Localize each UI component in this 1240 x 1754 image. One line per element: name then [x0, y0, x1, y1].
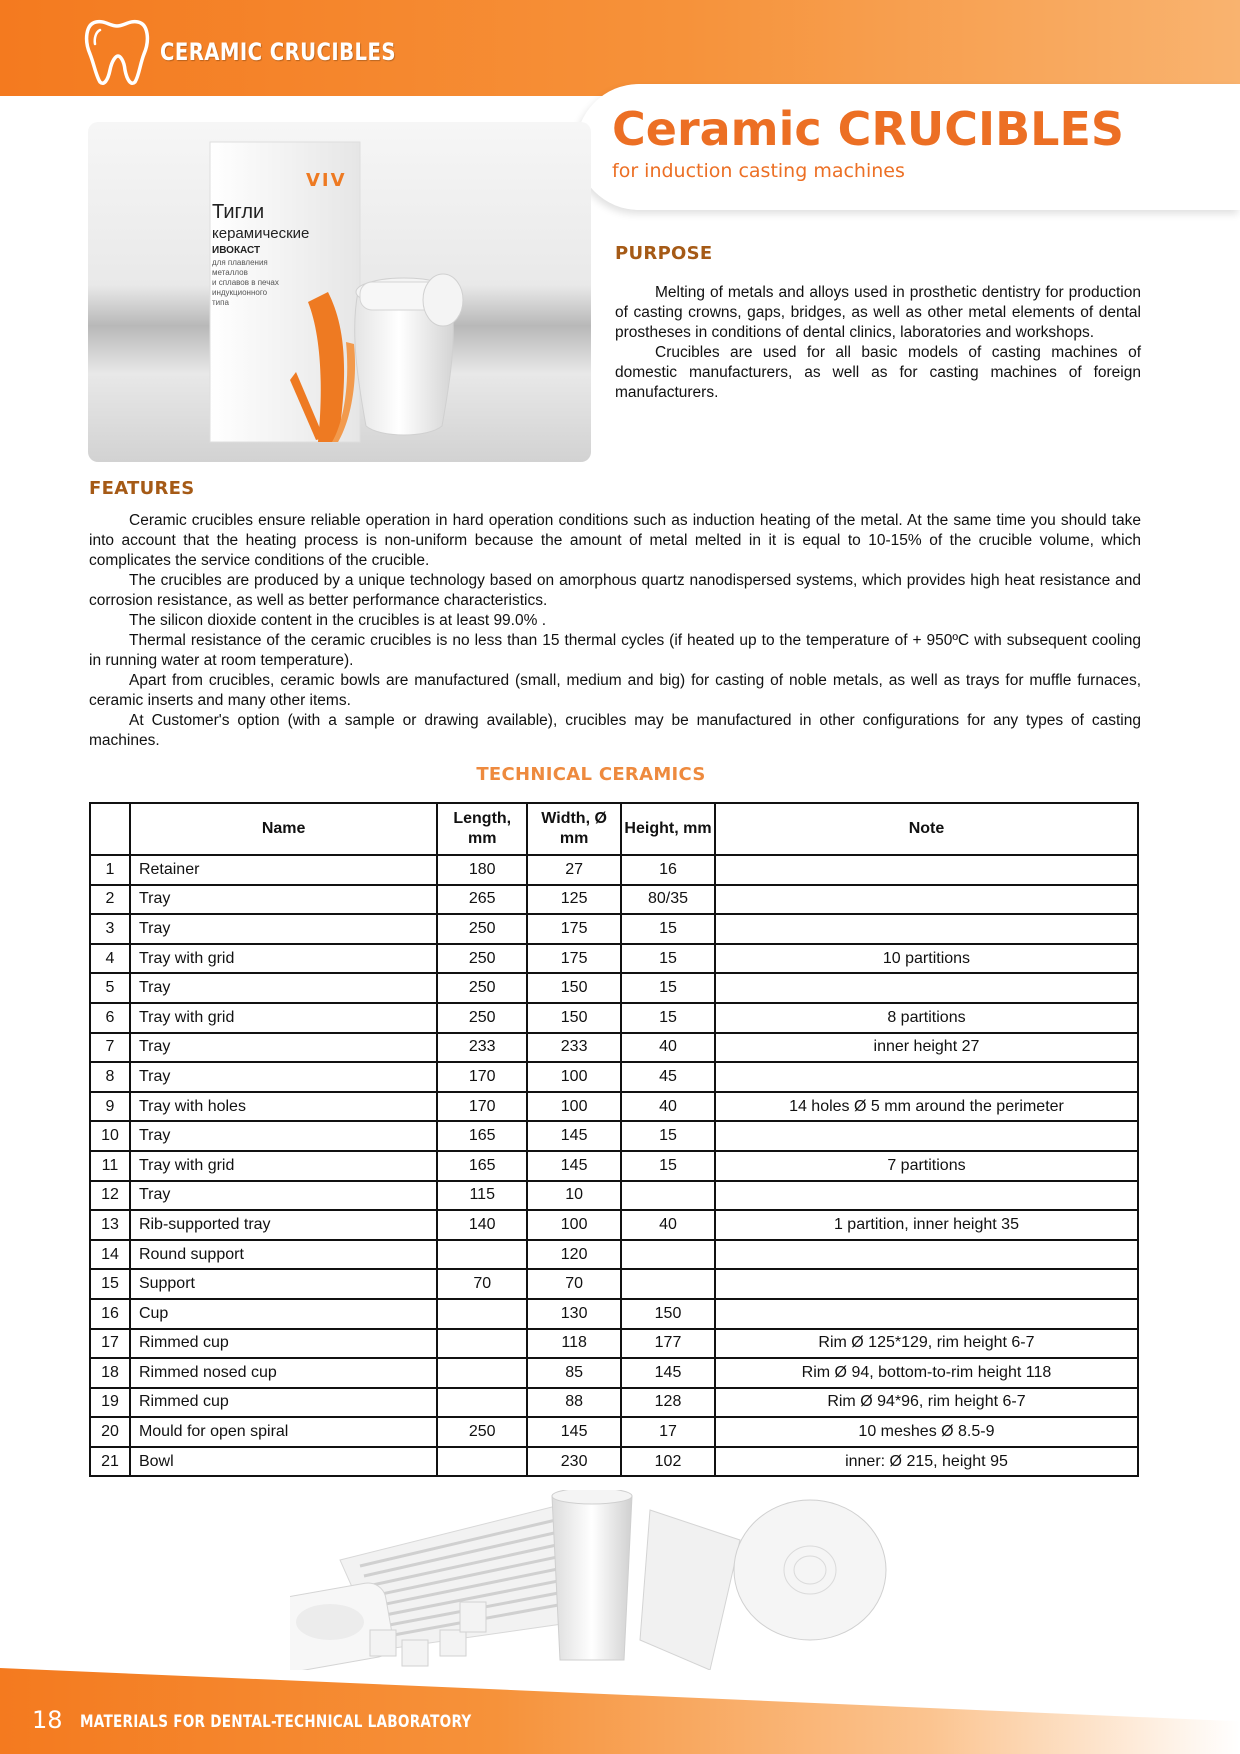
height-cell: 150 — [621, 1299, 715, 1329]
item-name: Tray — [130, 1062, 437, 1092]
length-cell: 70 — [437, 1269, 527, 1299]
table-caption: TECHNICAL CERAMICS — [476, 764, 706, 785]
item-name: Tray — [130, 1033, 437, 1063]
item-name: Tray with grid — [130, 1151, 437, 1181]
table-row — [90, 1092, 1138, 1122]
table-row — [90, 914, 1138, 944]
row-number: 20 — [90, 1417, 130, 1447]
table-row — [90, 1240, 1138, 1270]
table-row — [90, 1121, 1138, 1151]
width-cell: 27 — [527, 855, 621, 885]
height-cell — [621, 1269, 715, 1299]
table-row — [90, 1210, 1138, 1240]
item-name: Tray — [130, 885, 437, 915]
row-number: 13 — [90, 1210, 130, 1240]
width-cell: 85 — [527, 1358, 621, 1388]
product-brand: VIV — [306, 170, 347, 191]
item-name: Rib-supported tray — [130, 1210, 437, 1240]
table-row — [90, 855, 1138, 885]
note-cell: 8 partitions — [715, 1003, 1138, 1033]
length-cell: 170 — [437, 1092, 527, 1122]
row-number: 9 — [90, 1092, 130, 1122]
item-name: Tray — [130, 1181, 437, 1211]
length-cell: 140 — [437, 1210, 527, 1240]
item-name: Rimmed cup — [130, 1388, 437, 1418]
height-cell: 15 — [621, 1003, 715, 1033]
width-cell: 150 — [527, 973, 621, 1003]
column-header: Name — [130, 803, 437, 855]
row-number: 5 — [90, 973, 130, 1003]
page-subtitle: for induction casting machines — [612, 160, 905, 182]
table-row — [90, 1151, 1138, 1181]
note-cell — [715, 914, 1138, 944]
item-name: Bowl — [130, 1447, 437, 1477]
width-cell: 120 — [527, 1240, 621, 1270]
product-line: и сплавов в печах — [212, 278, 279, 287]
features-paragraph: Thermal resistance of the ceramic crucibles is no less than 15 thermal cycles (if heated up to the temperature of + 950ºC with subsequent cooling in running water at room temperature). — [89, 632, 1141, 669]
row-number: 15 — [90, 1269, 130, 1299]
height-cell: 45 — [621, 1062, 715, 1092]
width-cell: 145 — [527, 1121, 621, 1151]
width-cell: 118 — [527, 1329, 621, 1359]
features-paragraph: At Customer's option (with a sample or drawing available), crucibles may be manufactured in other configurations for any types of casting machines. — [89, 712, 1141, 749]
height-cell: 145 — [621, 1358, 715, 1388]
table-row — [90, 944, 1138, 974]
note-cell: 7 partitions — [715, 1151, 1138, 1181]
length-cell: 180 — [437, 855, 527, 885]
header-title: CERAMIC CRUCIBLES — [160, 38, 396, 66]
note-cell — [715, 1269, 1138, 1299]
tooth-icon — [82, 14, 152, 86]
page-number: 18 — [32, 1706, 63, 1734]
ceramics-products-photo — [290, 1490, 930, 1670]
technical-ceramics-table — [89, 802, 1139, 1477]
note-cell: 10 meshes Ø 8.5-9 — [715, 1417, 1138, 1447]
length-cell: 115 — [437, 1181, 527, 1211]
note-cell — [715, 1121, 1138, 1151]
length-cell — [437, 1299, 527, 1329]
length-cell: 170 — [437, 1062, 527, 1092]
length-cell: 165 — [437, 1151, 527, 1181]
row-number: 16 — [90, 1299, 130, 1329]
product-line: типа — [212, 298, 229, 307]
table-row — [90, 1299, 1138, 1329]
note-cell — [715, 1299, 1138, 1329]
width-cell: 10 — [527, 1181, 621, 1211]
item-name: Tray with grid — [130, 944, 437, 974]
row-number: 19 — [90, 1388, 130, 1418]
width-cell: 100 — [527, 1210, 621, 1240]
height-cell: 16 — [621, 855, 715, 885]
height-cell: 40 — [621, 1092, 715, 1122]
row-number: 7 — [90, 1033, 130, 1063]
height-cell: 15 — [621, 1121, 715, 1151]
length-cell: 250 — [437, 944, 527, 974]
row-number: 17 — [90, 1329, 130, 1359]
height-cell: 40 — [621, 1033, 715, 1063]
note-cell — [715, 1181, 1138, 1211]
length-cell — [437, 1240, 527, 1270]
note-cell: Rim Ø 125*129, rim height 6-7 — [715, 1329, 1138, 1359]
page-title: Ceramic CRUCIBLES — [612, 102, 1124, 156]
length-cell: 233 — [437, 1033, 527, 1063]
width-cell: 70 — [527, 1269, 621, 1299]
table-row — [90, 1062, 1138, 1092]
table-header-row — [90, 803, 1138, 855]
features-paragraph: Apart from crucibles, ceramic bowls are manufactured (small, medium and big) for casting of noble metals, as well as trays for muffle furnaces, ceramic inserts and many other items. — [89, 672, 1141, 709]
note-cell — [715, 855, 1138, 885]
note-cell: 14 holes Ø 5 mm around the perimeter — [715, 1092, 1138, 1122]
purpose-paragraph: Melting of metals and alloys used in prosthetic dentistry for production of casting crowns, gaps, bridges, as well as other metal elements of dental prostheses in conditions of dental clinics, laboratories and workshops. — [615, 284, 1141, 341]
table-body — [90, 855, 1138, 1476]
product-photo — [88, 122, 591, 462]
item-name: Support — [130, 1269, 437, 1299]
column-header — [90, 803, 130, 855]
features-paragraph: The crucibles are produced by a unique technology based on amorphous quartz nanodispersed systems, which provides high heat resistance and corrosion resistance, as well as better performance characteristics. — [89, 572, 1141, 609]
note-cell: 1 partition, inner height 35 — [715, 1210, 1138, 1240]
table-row — [90, 1329, 1138, 1359]
height-cell: 177 — [621, 1329, 715, 1359]
row-number: 18 — [90, 1358, 130, 1388]
purpose-paragraph: Crucibles are used for all basic models of casting machines of domestic manufacturers, as well as for casting machines of foreign manufacturers. — [615, 344, 1141, 401]
length-cell — [437, 1358, 527, 1388]
height-cell: 15 — [621, 914, 715, 944]
row-number: 8 — [90, 1062, 130, 1092]
note-cell — [715, 1240, 1138, 1270]
row-number: 10 — [90, 1121, 130, 1151]
note-cell — [715, 973, 1138, 1003]
width-cell: 175 — [527, 914, 621, 944]
table-row — [90, 1003, 1138, 1033]
item-name: Cup — [130, 1299, 437, 1329]
note-cell: inner height 27 — [715, 1033, 1138, 1063]
note-cell: inner: Ø 215, height 95 — [715, 1447, 1138, 1477]
note-cell: 10 partitions — [715, 944, 1138, 974]
table-row — [90, 1358, 1138, 1388]
height-cell — [621, 1240, 715, 1270]
width-cell: 125 — [527, 885, 621, 915]
column-header: Height, mm — [621, 803, 715, 855]
width-cell: 145 — [527, 1417, 621, 1447]
table-row — [90, 1417, 1138, 1447]
row-number: 12 — [90, 1181, 130, 1211]
width-cell: 145 — [527, 1151, 621, 1181]
width-cell: 88 — [527, 1388, 621, 1418]
table-row — [90, 1388, 1138, 1418]
product-line: индукционного — [212, 288, 268, 297]
note-cell: Rim Ø 94*96, rim height 6-7 — [715, 1388, 1138, 1418]
item-name: Rimmed cup — [130, 1329, 437, 1359]
width-cell: 230 — [527, 1447, 621, 1477]
features-paragraph: The silicon dioxide content in the crucibles is at least 99.0% . — [129, 612, 547, 629]
features-paragraph: Ceramic crucibles ensure reliable operation in hard operation conditions such as induction heating of the metal. At the same time you should take into account that the heating process is non-uniform because the amount of metal melted in it is equal to 10-15% of the crucible volume, which complicates the service conditions of the crucible. — [89, 512, 1141, 569]
row-number: 14 — [90, 1240, 130, 1270]
product-line: металлов — [212, 268, 248, 277]
length-cell — [437, 1447, 527, 1477]
length-cell — [437, 1388, 527, 1418]
column-header: Width, Ø mm — [527, 803, 621, 855]
item-name: Tray with grid — [130, 1003, 437, 1033]
height-cell: 102 — [621, 1447, 715, 1477]
width-cell: 100 — [527, 1092, 621, 1122]
height-cell — [621, 1181, 715, 1211]
item-name: Tray — [130, 1121, 437, 1151]
height-cell: 128 — [621, 1388, 715, 1418]
product-line: для плавления — [212, 258, 268, 267]
table-row — [90, 1269, 1138, 1299]
product-line: Тигли — [212, 201, 265, 223]
column-header: Note — [715, 803, 1138, 855]
row-number: 11 — [90, 1151, 130, 1181]
note-cell: Rim Ø 94, bottom-to-rim height 118 — [715, 1358, 1138, 1388]
item-name: Retainer — [130, 855, 437, 885]
table-row — [90, 1033, 1138, 1063]
footer-band — [0, 1668, 1240, 1754]
width-cell: 100 — [527, 1062, 621, 1092]
table-row — [90, 973, 1138, 1003]
length-cell: 250 — [437, 1003, 527, 1033]
column-header: Length, mm — [437, 803, 527, 855]
footer-text: MATERIALS FOR DENTAL-TECHNICAL LABORATORY — [80, 1712, 472, 1732]
item-name: Tray — [130, 973, 437, 1003]
length-cell: 250 — [437, 1417, 527, 1447]
product-line: ИВОКАСТ — [212, 245, 261, 256]
height-cell: 15 — [621, 944, 715, 974]
title-card — [576, 84, 1240, 210]
item-name: Round support — [130, 1240, 437, 1270]
purpose-heading: PURPOSE — [615, 243, 713, 264]
item-name: Tray — [130, 914, 437, 944]
row-number: 4 — [90, 944, 130, 974]
product-line: керамические — [212, 225, 310, 242]
height-cell: 80/35 — [621, 885, 715, 915]
length-cell: 250 — [437, 914, 527, 944]
height-cell: 40 — [621, 1210, 715, 1240]
note-cell — [715, 885, 1138, 915]
length-cell: 165 — [437, 1121, 527, 1151]
features-text — [89, 511, 1141, 751]
row-number: 1 — [90, 855, 130, 885]
table-row — [90, 885, 1138, 915]
row-number: 3 — [90, 914, 130, 944]
item-name: Rimmed nosed cup — [130, 1358, 437, 1388]
note-cell — [715, 1062, 1138, 1092]
height-cell: 15 — [621, 973, 715, 1003]
width-cell: 233 — [527, 1033, 621, 1063]
height-cell: 15 — [621, 1151, 715, 1181]
item-name: Mould for open spiral — [130, 1417, 437, 1447]
width-cell: 130 — [527, 1299, 621, 1329]
table-row — [90, 1181, 1138, 1211]
length-cell: 265 — [437, 885, 527, 915]
row-number: 21 — [90, 1447, 130, 1477]
width-cell: 175 — [527, 944, 621, 974]
length-cell — [437, 1329, 527, 1359]
table-row — [90, 1447, 1138, 1477]
features-heading: FEATURES — [89, 478, 195, 499]
row-number: 2 — [90, 885, 130, 915]
length-cell: 250 — [437, 973, 527, 1003]
purpose-text — [615, 283, 1141, 403]
item-name: Tray with holes — [130, 1092, 437, 1122]
width-cell: 150 — [527, 1003, 621, 1033]
row-number: 6 — [90, 1003, 130, 1033]
height-cell: 17 — [621, 1417, 715, 1447]
product-box-label — [212, 200, 362, 308]
